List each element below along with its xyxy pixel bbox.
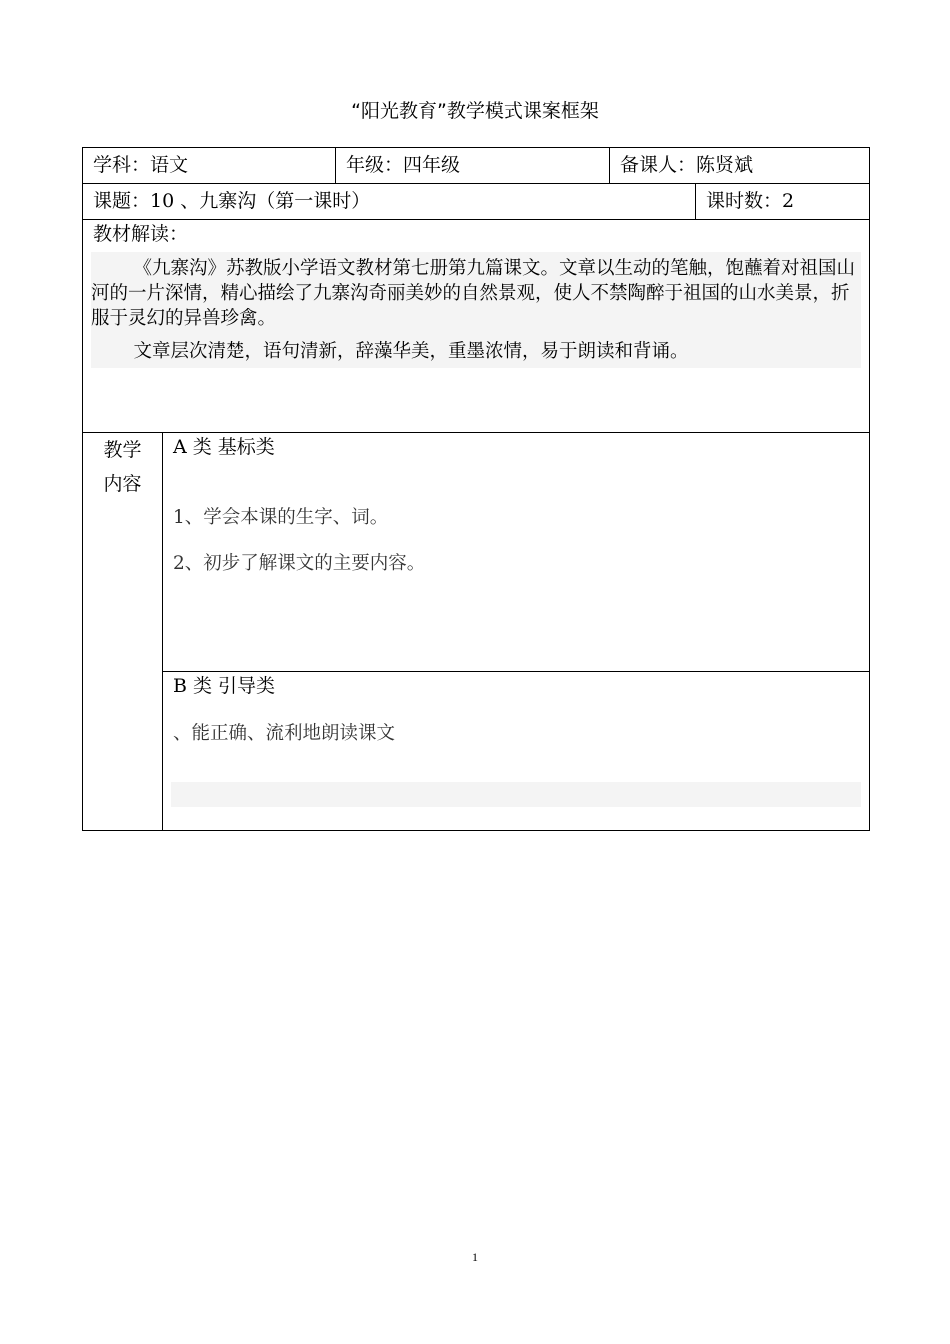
category-a-item: 2、初步了解课文的主要内容。 [173,553,426,574]
category-b-item: 、能正确、流利地朗读课文 [173,723,396,744]
document-title: “阳光教育”教学模式课案框架 [351,100,599,122]
analysis-paragraph-2: 文章层次清楚，语句清新，辞藻华美，重墨浓情，易于朗读和背诵。 [133,341,689,362]
page-number: 1 [472,1250,478,1264]
topic-cell: 课题：10 、九寨沟（第一课时） [83,184,696,220]
shaded-blank-line [171,782,861,807]
teacher-cell: 备课人：陈贤斌 [610,148,870,184]
category-b-heading: B 类 引导类 [173,675,276,697]
periods-cell: 课时数：2 [696,184,870,220]
topic-row [83,184,870,220]
category-a-heading: A 类 基标类 [173,436,275,458]
category-a-item: 1、学会本课的生字、词。 [173,507,389,528]
category-a-cell [163,433,870,672]
header-row [83,148,870,184]
analysis-text-block [91,252,861,368]
subject-cell: 学科：语文 [83,148,336,184]
content-label-cell [83,433,163,831]
analysis-paragraph-1: 《九寨沟》苏教版小学语文教材第七册第九篇课文。文章以生动的笔触，饱蘸着对祖国山河的一片深情，精心描绘了九寨沟奇丽美妙的自然景观，使人不禁陶醉于祖国的山水美景，折服于灵幻的异兽珍禽。 [91,258,856,329]
lesson-plan-table [82,147,870,831]
category-b-cell [163,672,870,831]
analysis-cell [83,220,870,433]
analysis-row [83,220,870,433]
content-label: 教学内容 [103,439,142,495]
category-a-row [83,433,870,672]
category-b-row [83,672,870,831]
grade-cell: 年级：四年级 [336,148,610,184]
analysis-label: 教材解读： [93,223,189,245]
